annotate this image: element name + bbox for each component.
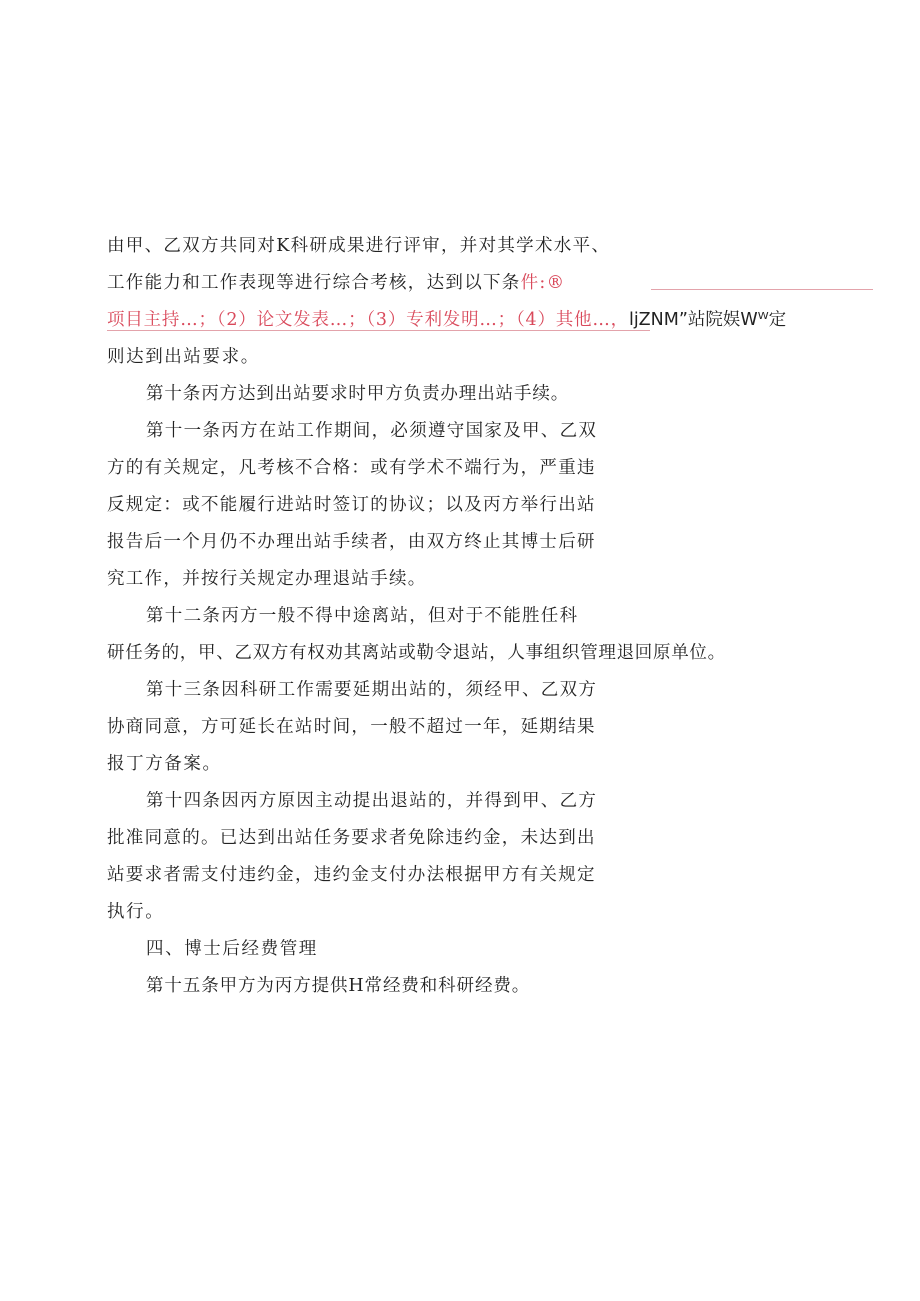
paragraph-line: 第十一条丙方在站工作期间，必须遵守国家及甲、乙双 <box>146 421 598 441</box>
paragraph-line: 则达到出站要求。 <box>107 347 260 367</box>
revision-insert: 项目主持…；（2）论文发表…；（3）专利发明…；（4）其他…， <box>107 310 629 330</box>
paragraph-line: 协商同意，方可延长在站时间，一般不超过一年，延期结果 <box>107 717 596 737</box>
revision-rule <box>651 289 873 290</box>
revision-underline <box>107 330 650 331</box>
paragraph-line <box>107 308 786 332</box>
section-heading: 四、博士后经费管理 <box>146 939 318 959</box>
paragraph-line <box>107 271 565 295</box>
paragraph-line: 由甲、乙双方共同对K科研成果进行评审，并对其学术水平、 <box>107 236 611 256</box>
paragraph-text: 工作能力和工作表现等进行综合考核，达到以下条 <box>107 273 521 293</box>
revision-insert: 件:® <box>520 273 566 293</box>
paragraph-line: 执行。 <box>107 902 165 922</box>
paragraph-line: 报丁方备案。 <box>107 754 222 774</box>
paragraph-line: 第十五条甲方为丙方提供H常经费和科研经费。 <box>146 976 531 996</box>
paragraph-line: 方的有关规定，凡考核不合格：或有学术不端行为，严重违 <box>107 458 596 478</box>
paragraph-line: 第十条丙方达到出站要求时甲方负责办理出站手续。 <box>146 384 570 404</box>
paragraph-line: 第十四条因丙方原因主动提出退站的，并得到甲、乙方 <box>146 791 598 811</box>
paragraph-line: 第十三条因科研工作需要延期出站的，须经甲、乙双方 <box>146 680 598 700</box>
paragraph-line: 报告后一个月仍不办理出站手续者，由双方终止其博士后研 <box>107 532 596 552</box>
paragraph-line: 第十二条丙方一般不得中途离站，但对于不能胜任科 <box>146 606 579 626</box>
garbled-text: ljZNM”站院娱Wᵂ定 <box>628 310 787 330</box>
paragraph-line: 批准同意的。已达到出站任务要求者免除违约金，未达到出 <box>107 828 596 848</box>
paragraph-line: 站要求者需支付违约金，违约金支付办法根据甲方有关规定 <box>107 865 596 885</box>
paragraph-line: 研任务的，甲、乙双方有权劝其离站或勒令退站，人事组织管理退回原单位。 <box>107 643 726 663</box>
paragraph-line: 反规定：或不能履行进站时签订的协议；以及丙方举行出站 <box>107 495 596 515</box>
paragraph-line: 究工作，并按行关规定办理退站手续。 <box>107 569 427 589</box>
